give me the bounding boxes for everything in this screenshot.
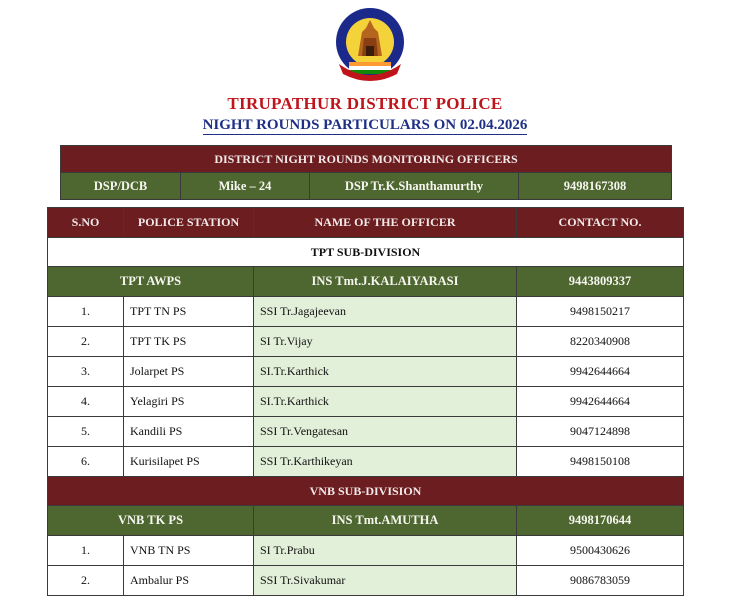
row-contact: 9498150108 <box>517 447 684 477</box>
row-sno: 1. <box>48 297 124 327</box>
row-contact: 9942644664 <box>517 387 684 417</box>
tamilnadu-police-logo <box>333 6 407 82</box>
row-officer: SI Tr.Prabu <box>254 536 517 566</box>
monitoring-officer: DSP Tr.K.Shanthamurthy <box>310 173 519 200</box>
row-officer: SSI Tr.Jagajeevan <box>254 297 517 327</box>
table-row <box>48 297 684 327</box>
table-row <box>48 566 684 596</box>
row-station: Kurisilapet PS <box>124 447 254 477</box>
col-header-officer: NAME OF THE OFFICER <box>254 208 517 238</box>
row-officer: SSI Tr.Karthikeyan <box>254 447 517 477</box>
row-sno: 4. <box>48 387 124 417</box>
row-sno: 3. <box>48 357 124 387</box>
row-station: VNB TN PS <box>124 536 254 566</box>
division-lead-row <box>48 267 684 297</box>
row-contact: 9498150217 <box>517 297 684 327</box>
table-row <box>48 417 684 447</box>
monitoring-heading: DISTRICT NIGHT ROUNDS MONITORING OFFICERS <box>61 146 672 173</box>
lead-officer: INS Tmt.J.KALAIYARASI <box>254 267 517 297</box>
row-sno: 2. <box>48 327 124 357</box>
division-heading-tpt: TPT SUB-DIVISION <box>48 238 684 267</box>
row-sno: 5. <box>48 417 124 447</box>
table-row <box>48 357 684 387</box>
monitoring-officers-table <box>60 145 672 200</box>
division-lead-row <box>48 506 684 536</box>
row-station: Ambalur PS <box>124 566 254 596</box>
table-header-row <box>48 208 684 238</box>
col-header-contact: CONTACT NO. <box>517 208 684 238</box>
row-contact: 8220340908 <box>517 327 684 357</box>
table-row <box>48 327 684 357</box>
table-row <box>48 387 684 417</box>
table-row <box>48 536 684 566</box>
row-officer: SI.Tr.Karthick <box>254 357 517 387</box>
row-contact: 9942644664 <box>517 357 684 387</box>
lead-station: TPT AWPS <box>48 267 254 297</box>
row-station: TPT TN PS <box>124 297 254 327</box>
row-sno: 1. <box>48 536 124 566</box>
col-header-sno: S.NO <box>48 208 124 238</box>
lead-contact: 9498170644 <box>517 506 684 536</box>
lead-officer: INS Tmt.AMUTHA <box>254 506 517 536</box>
row-officer: SI Tr.Vijay <box>254 327 517 357</box>
monitoring-rank: DSP/DCB <box>61 173 181 200</box>
row-station: Kandili PS <box>124 417 254 447</box>
page-subtitle: NIGHT ROUNDS PARTICULARS ON 02.04.2026 <box>202 117 528 133</box>
lead-contact: 9443809337 <box>517 267 684 297</box>
col-header-station: POLICE STATION <box>124 208 254 238</box>
row-officer: SSI Tr.Sivakumar <box>254 566 517 596</box>
row-contact: 9500430626 <box>517 536 684 566</box>
monitoring-contact: 9498167308 <box>519 173 672 200</box>
row-contact: 9047124898 <box>517 417 684 447</box>
night-rounds-table <box>47 207 684 596</box>
row-officer: SI.Tr.Karthick <box>254 387 517 417</box>
page-title: TIRUPATHUR DISTRICT POLICE <box>227 94 503 113</box>
table-row <box>48 447 684 477</box>
division-heading-vnb: VNB SUB-DIVISION <box>48 477 684 506</box>
row-officer: SSI Tr.Vengatesan <box>254 417 517 447</box>
row-sno: 6. <box>48 447 124 477</box>
monitoring-call-sign: Mike – 24 <box>181 173 310 200</box>
row-station: Yelagiri PS <box>124 387 254 417</box>
row-station: TPT TK PS <box>124 327 254 357</box>
row-sno: 2. <box>48 566 124 596</box>
row-station: Jolarpet PS <box>124 357 254 387</box>
lead-station: VNB TK PS <box>48 506 254 536</box>
row-contact: 9086783059 <box>517 566 684 596</box>
